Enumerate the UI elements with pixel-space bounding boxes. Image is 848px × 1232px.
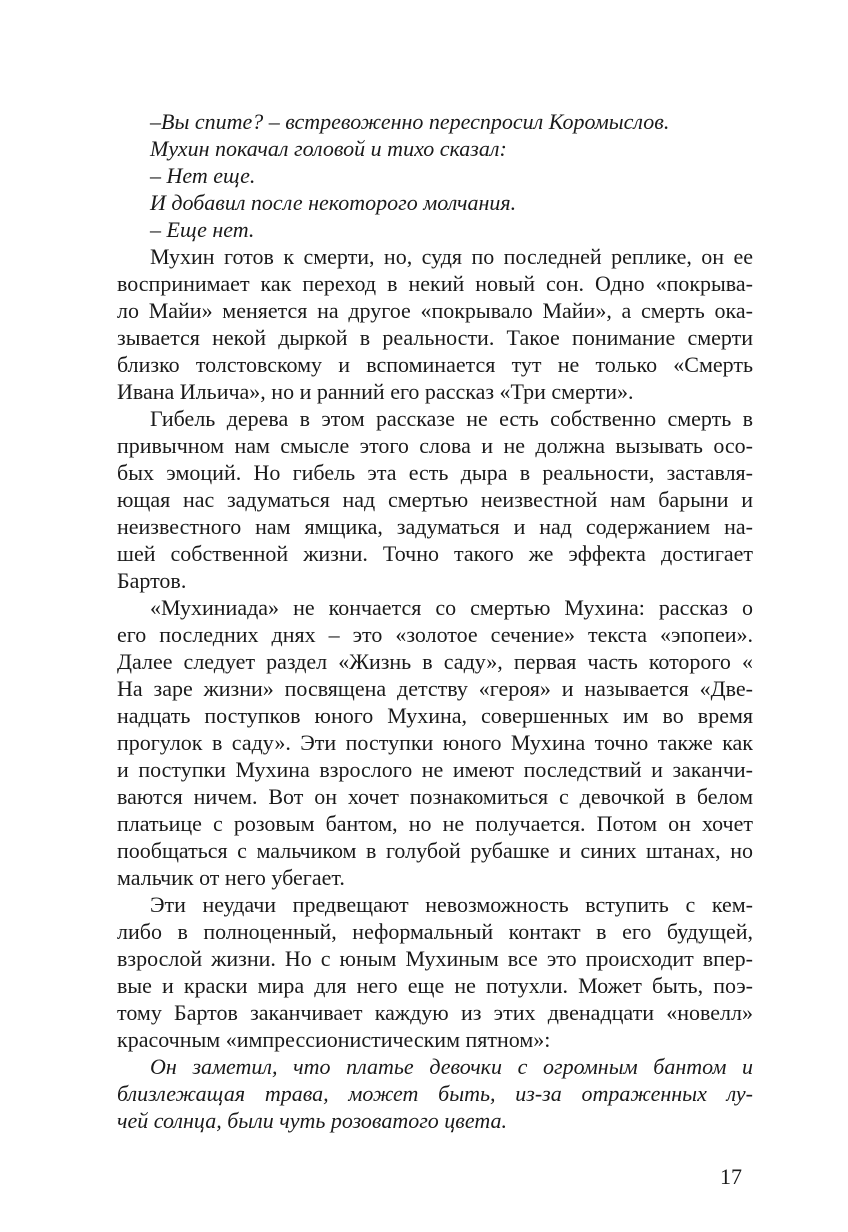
text-line: Далее следует раздел «Жизнь в саду», первая часть которого « — [117, 649, 753, 674]
text-line: Мухин готов к смерти, но, судя по последней реплике, он ее — [150, 244, 753, 269]
text-line: чей солнца, были чуть розоватого цвета. — [117, 1108, 507, 1133]
text-line: близко толстовскому и вспоминается тут не только «Смерть — [117, 352, 753, 377]
text-line: Он заметил, что платье девочки с огромным бантом и — [150, 1054, 753, 1079]
text-line: взрослой жизни. Но с юным Мухиным все это происходит впер- — [117, 946, 753, 971]
text-line: Гибель дерева в этом рассказе не есть собственно смерть в — [150, 406, 753, 431]
text-line: неизвестного нам ямщика, задуматься и над содержанием на- — [117, 514, 753, 539]
text-line: –Вы спите? – встревоженно переспросил Коромыслов. — [150, 109, 670, 134]
text-line: ваются ничем. Вот он хочет познакомиться с девочкой в белом — [117, 784, 753, 809]
text-line: пообщаться с мальчиком в голубой рубашке и синих штанах, но — [117, 838, 753, 863]
text-line: близлежащая трава, может быть, из-за отраженных лу- — [117, 1081, 753, 1106]
text-line: ло Майи» меняется на другое «покрывало Майи», а смерть ока- — [117, 298, 753, 323]
text-line: бых эмоций. Но гибель эта есть дыра в реальности, заставля- — [117, 460, 753, 485]
text-line: «Мухиниада» не кончается со смертью Мухина: рассказ о — [150, 595, 753, 620]
text-line: привычном нам смысле этого слова и не должна вызывать осо- — [117, 433, 753, 458]
text-line: и поступки Мухина взрослого не имеют последствий и заканчи- — [117, 757, 753, 782]
text-line: мальчик от него убегает. — [117, 865, 345, 890]
text-line: прогулок в саду». Эти поступки юного Мухина точно также как — [117, 730, 753, 755]
text-line: либо в полноценный, неформальный контакт в его будущей, — [117, 919, 753, 944]
text-line: Ивана Ильича», но и ранний его рассказ «Три смерти». — [117, 379, 634, 404]
text-line: Эти неудачи предвещают невозможность вступить с кем- — [150, 892, 753, 917]
text-line: ющая нас задуматься над смертью неизвестной нам барыни и — [117, 487, 753, 512]
text-line: тому Бартов заканчивает каждую из этих двенадцати «новелл» — [117, 1000, 753, 1025]
text-line: Бартов. — [117, 568, 187, 593]
text-line: На заре жизни» посвящена детству «героя» и называется «Две- — [117, 676, 753, 701]
text-line: – Еще нет. — [150, 217, 255, 242]
page-text-block — [117, 108, 753, 1134]
text-line: платьице с розовым бантом, но не получается. Потом он хочет — [117, 811, 753, 836]
text-line: его последних днях – это «золотое сечение» текста «эпопеи». — [117, 622, 753, 647]
text-line: зывается некой дыркой в реальности. Такое понимание смерти — [117, 325, 753, 350]
text-line: надцать поступков юного Мухина, совершенных им во время — [117, 703, 753, 728]
text-line: шей собственной жизни. Точно такого же эффекта достигает — [117, 541, 753, 566]
text-line: вые и краски мира для него еще не потухли. Может быть, поэ- — [117, 973, 753, 998]
text-line: воспринимает как переход в некий новый сон. Одно «покрыва- — [117, 271, 753, 296]
text-line: красочным «импрессионистическим пятном»: — [117, 1027, 551, 1052]
text-line: – Нет еще. — [150, 163, 256, 188]
text-line: Мухин покачал головой и тихо сказал: — [150, 136, 507, 161]
page-number: 17 — [720, 1164, 742, 1189]
text-line: И добавил после некоторого молчания. — [150, 190, 517, 215]
